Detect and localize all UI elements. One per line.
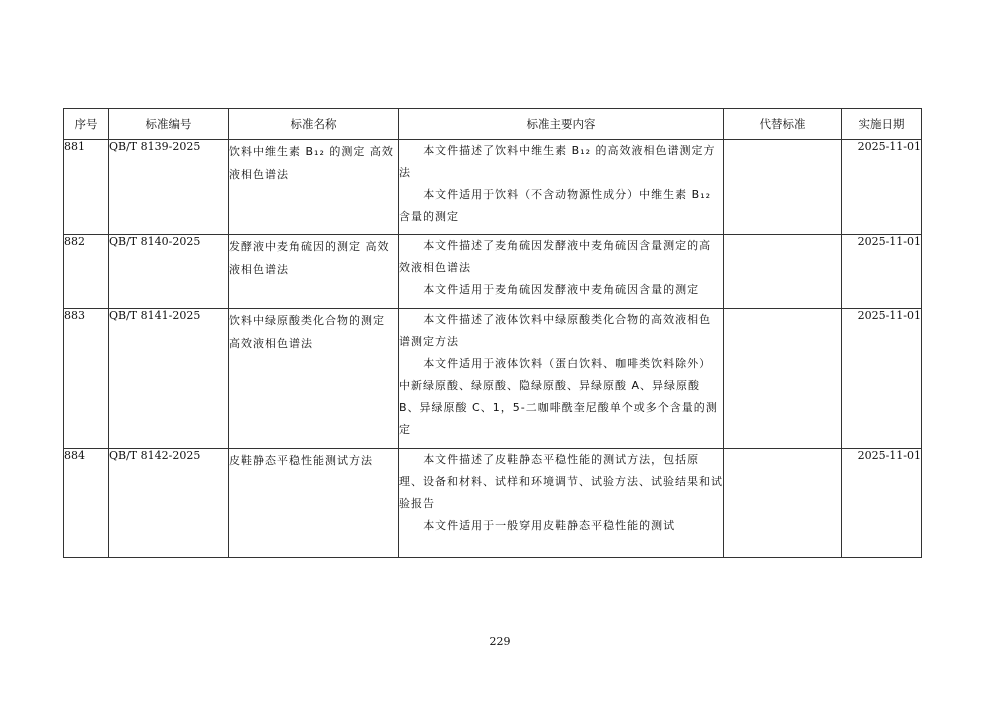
header-no: 序号 bbox=[64, 109, 109, 140]
content-paragraph: 本文件描述了皮鞋静态平稳性能的测试方法，包括原理、设备和材料、试样和环境调节、试验方法、试验结果和试验报告 bbox=[399, 453, 723, 510]
standard-content bbox=[399, 235, 724, 309]
content-paragraph: 本文件适用于饮料（不含动物源性成分）中维生素 B₁₂ 含量的测定 bbox=[399, 188, 712, 223]
effective-date: 2025-11-01 bbox=[842, 309, 922, 449]
standard-name: 饮料中绿原酸类化合物的测定 高效液相色谱法 bbox=[229, 309, 399, 449]
content-paragraph: 本文件适用于一般穿用皮鞋静态平稳性能的测试 bbox=[423, 519, 676, 532]
standard-content bbox=[399, 309, 724, 449]
header-content: 标准主要内容 bbox=[399, 109, 724, 140]
standard-content bbox=[399, 140, 724, 235]
effective-date: 2025-11-01 bbox=[842, 235, 922, 309]
replaced-standard bbox=[724, 309, 842, 449]
table-row bbox=[64, 309, 922, 449]
standard-name: 皮鞋静态平稳性能测试方法 bbox=[229, 449, 399, 558]
standard-content bbox=[399, 449, 724, 558]
standard-name: 饮料中维生素 B₁₂ 的测定 高效液相色谱法 bbox=[229, 140, 399, 235]
content-paragraph: 本文件适用于液体饮料（蛋白饮料、咖啡类饮料除外）中新绿原酸、绿原酸、隐绿原酸、异绿原酸 A、异绿原酸 B、异绿原酸 C、1，5-二咖啡酰奎尼酸单个或多个含量的测定 bbox=[399, 357, 718, 436]
standard-name: 发酵液中麦角硫因的测定 高效液相色谱法 bbox=[229, 235, 399, 309]
row-number: 884 bbox=[64, 449, 109, 558]
header-replace: 代替标准 bbox=[724, 109, 842, 140]
page-number: 229 bbox=[489, 635, 511, 648]
table-row bbox=[64, 140, 922, 235]
table-row bbox=[64, 449, 922, 558]
row-number: 882 bbox=[64, 235, 109, 309]
content-paragraph: 本文件描述了麦角硫因发酵液中麦角硫因含量测定的高效液相色谱法 bbox=[399, 239, 712, 274]
header-name: 标准名称 bbox=[229, 109, 399, 140]
header-date: 实施日期 bbox=[842, 109, 922, 140]
header-code: 标准编号 bbox=[109, 109, 229, 140]
replaced-standard bbox=[724, 449, 842, 558]
standards-table bbox=[63, 108, 922, 558]
replaced-standard bbox=[724, 140, 842, 235]
effective-date: 2025-11-01 bbox=[842, 449, 922, 558]
row-number: 881 bbox=[64, 140, 109, 235]
standard-code: QB/T 8142-2025 bbox=[109, 449, 229, 558]
header-row bbox=[64, 109, 922, 140]
row-number: 883 bbox=[64, 309, 109, 449]
content-paragraph: 本文件描述了饮料中维生素 B₁₂ 的高效液相色谱测定方法 bbox=[399, 144, 716, 179]
standard-code: QB/T 8140-2025 bbox=[109, 235, 229, 309]
effective-date: 2025-11-01 bbox=[842, 140, 922, 235]
content-paragraph: 本文件描述了液体饮料中绿原酸类化合物的高效液相色谱测定方法 bbox=[399, 313, 712, 348]
standard-code: QB/T 8139-2025 bbox=[109, 140, 229, 235]
replaced-standard bbox=[724, 235, 842, 309]
standard-code: QB/T 8141-2025 bbox=[109, 309, 229, 449]
table-row bbox=[64, 235, 922, 309]
content-paragraph: 本文件适用于麦角硫因发酵液中麦角硫因含量的测定 bbox=[423, 283, 700, 296]
